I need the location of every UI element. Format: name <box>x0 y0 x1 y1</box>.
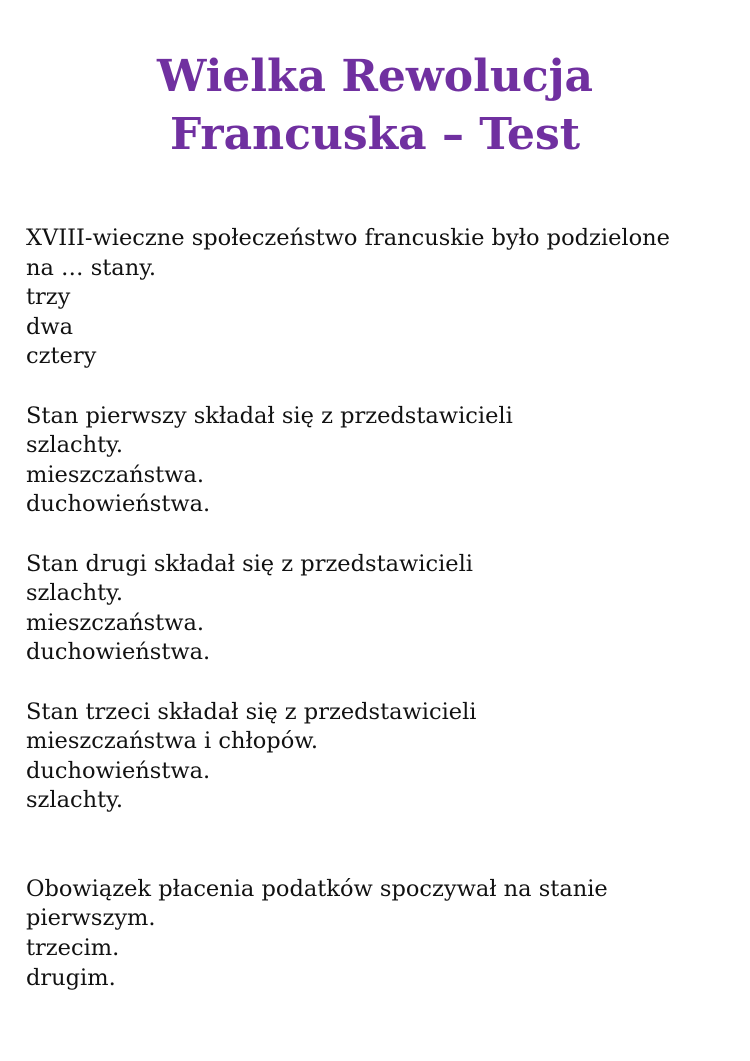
question-text: Obowiązek płacenia podatków spoczywał na stanie <box>26 875 608 902</box>
answer-option: duchowieństwa. <box>26 491 211 518</box>
answer-option: duchowieństwa. <box>26 639 211 666</box>
answer-option: pierwszym. <box>26 905 156 932</box>
answer-option: trzy <box>26 284 71 311</box>
question-text: Stan trzeci składał się z przedstawicieli <box>26 698 477 725</box>
answer-option: szlachty. <box>26 432 124 459</box>
answer-option: szlachty. <box>26 787 124 814</box>
question-1 <box>26 224 726 372</box>
answer-option: cztery <box>26 343 97 370</box>
answer-option: szlachty. <box>26 580 124 607</box>
question-text: Stan pierwszy składał się z przedstawicieli <box>26 402 513 429</box>
question-4 <box>26 698 726 816</box>
answer-option: trzecim. <box>26 935 120 962</box>
answer-option: duchowieństwa. <box>26 757 211 784</box>
answer-option: mieszczaństwa. <box>26 461 205 488</box>
answer-option: mieszczaństwa. <box>26 609 205 636</box>
question-3 <box>26 550 726 668</box>
title-line-1: Wielka Rewolucja <box>156 51 594 102</box>
question-text: na … stany. <box>26 254 157 281</box>
title-line-2: Francuska – Test <box>169 109 581 160</box>
question-text: XVIII-wieczne społeczeństwo francuskie było podzielone <box>26 225 670 251</box>
page-title <box>0 48 750 164</box>
answer-option: drugim. <box>26 964 116 991</box>
question-text: Stan drugi składał się z przedstawicieli <box>26 550 473 577</box>
answer-option: mieszczaństwa i chłopów. <box>26 728 318 755</box>
test-content <box>26 224 726 993</box>
answer-option: dwa <box>26 313 74 340</box>
question-5 <box>26 875 726 993</box>
question-2 <box>26 402 726 520</box>
